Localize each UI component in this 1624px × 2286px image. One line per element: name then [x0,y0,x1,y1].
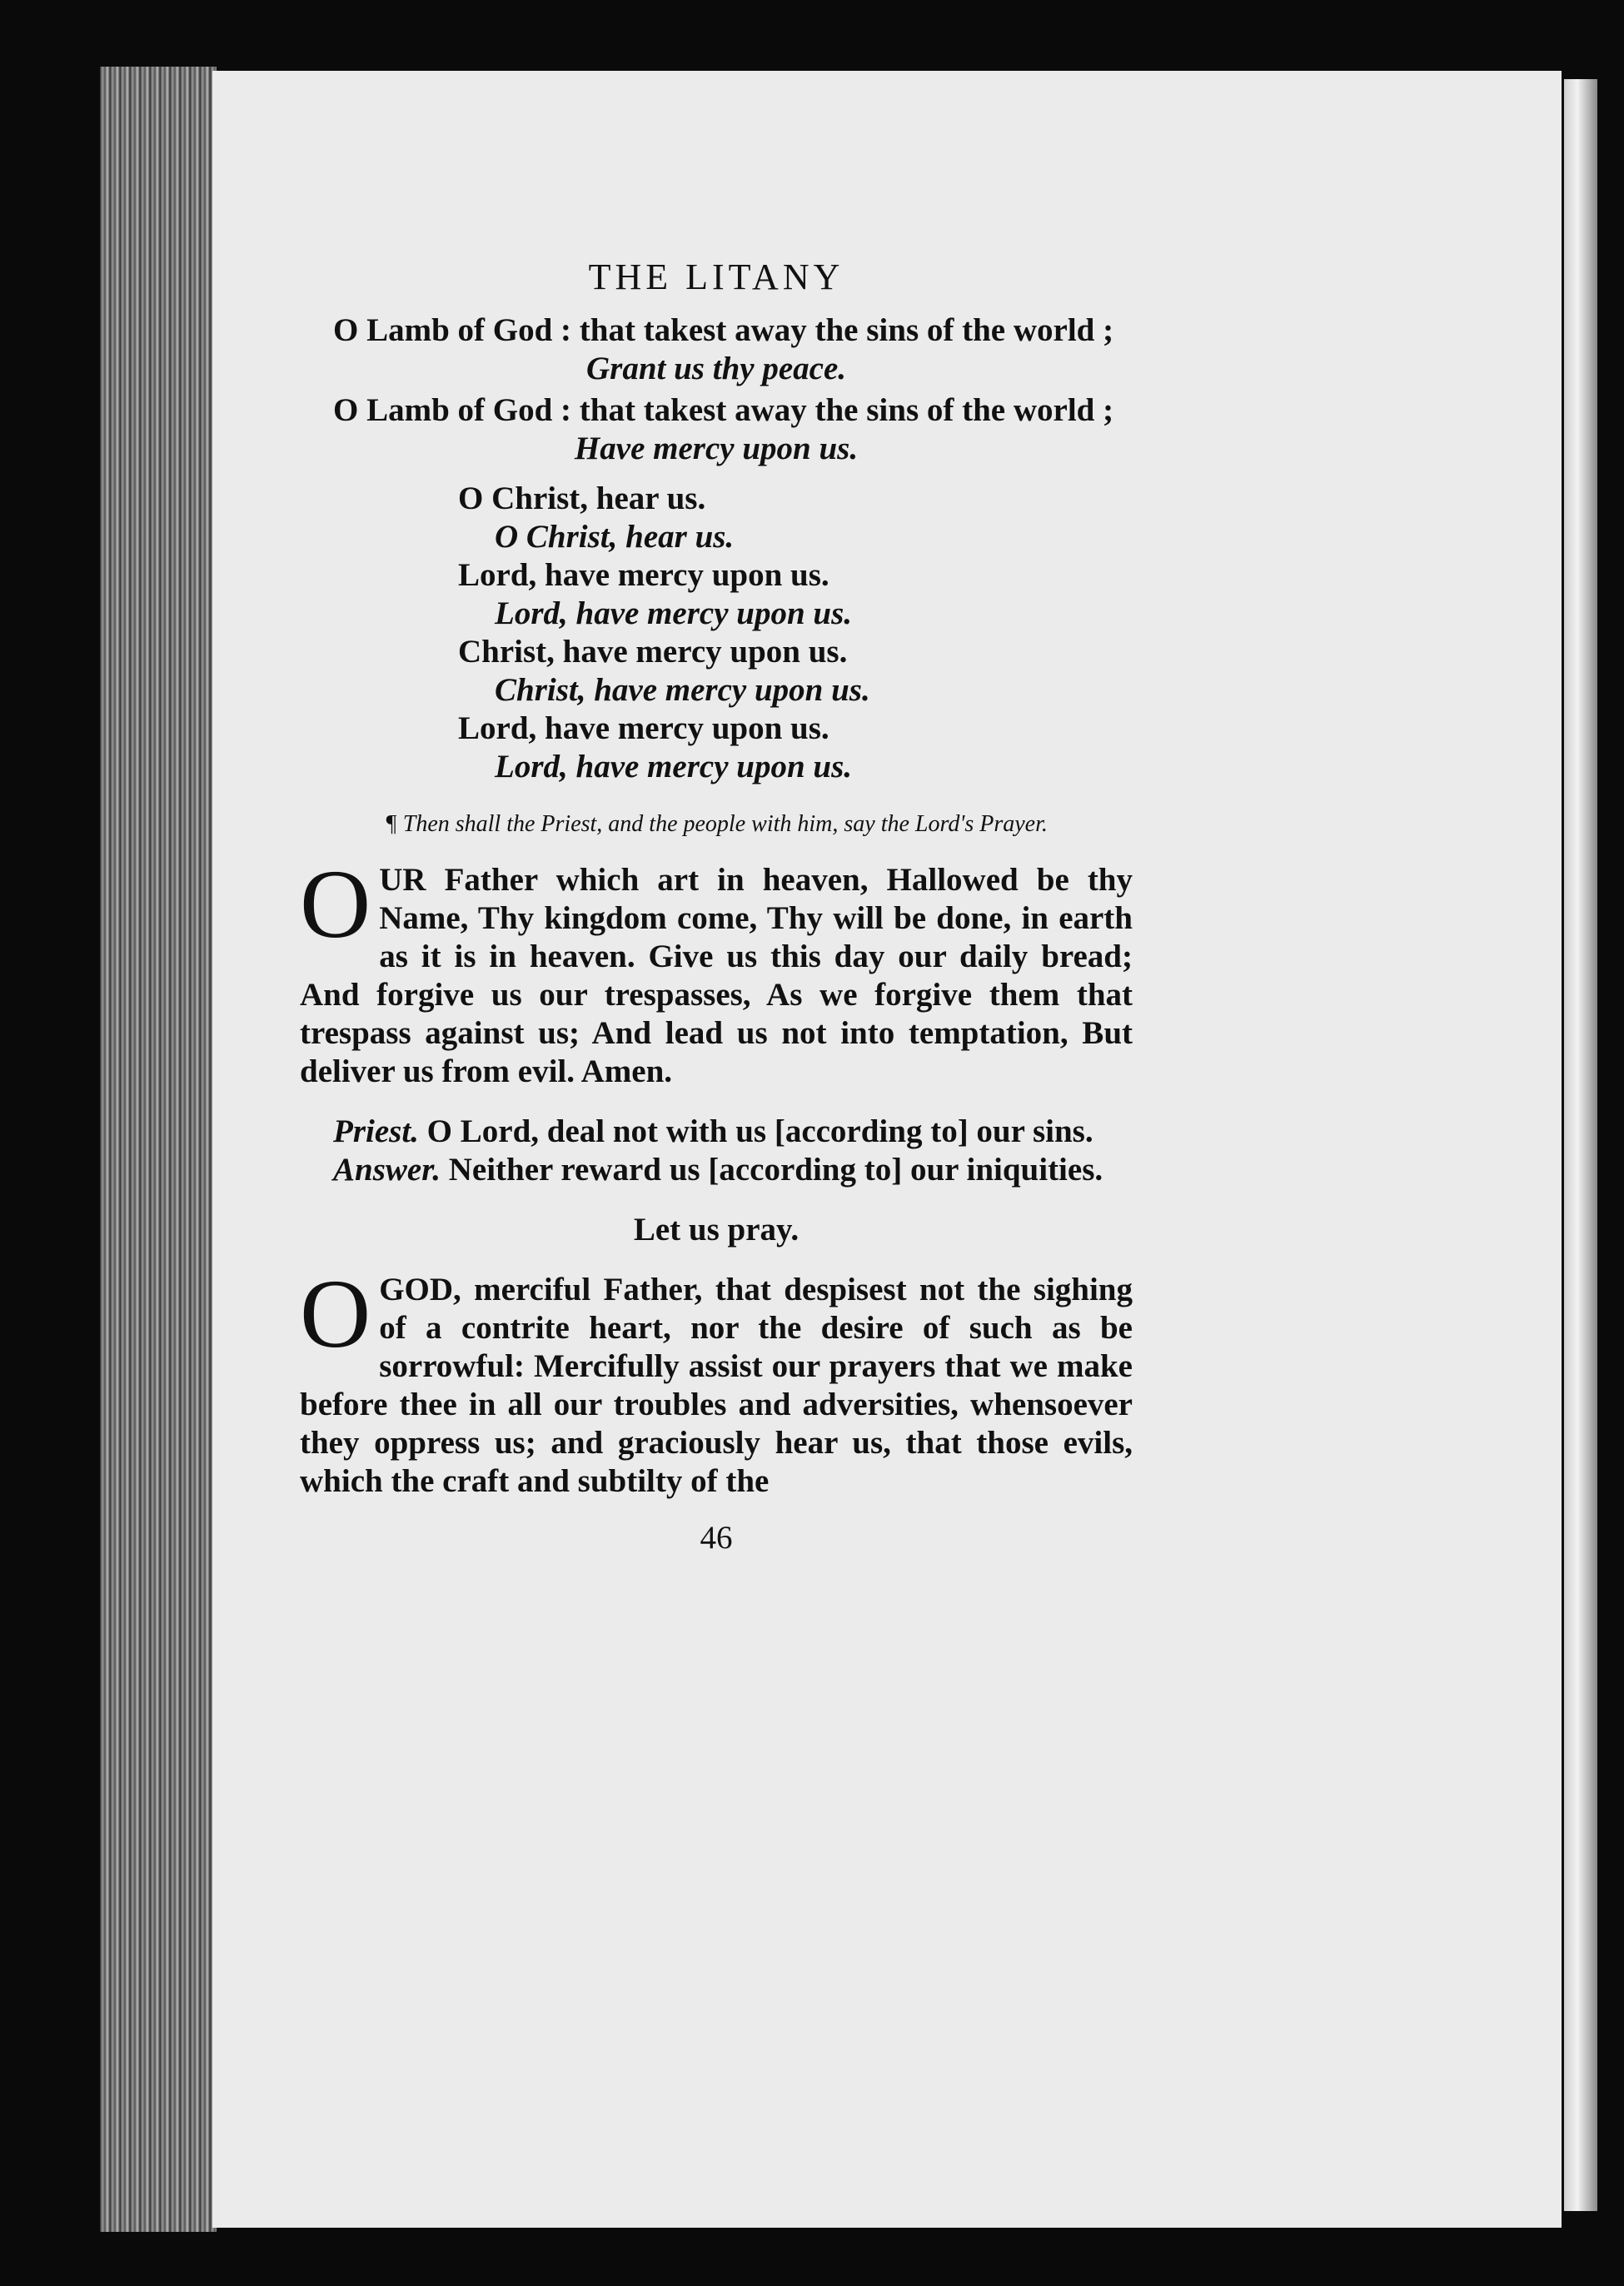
page-heading: THE LITANY [588,256,844,297]
response: Lord, have mercy upon us. [495,749,852,784]
let-us-pray: Let us pray. [633,1212,800,1248]
answer-label: Answer. [333,1152,441,1188]
versicle: O Christ, hear us. [458,481,706,516]
lords-prayer-text: UR Father which art in heaven, Hallowed be thy Name, Thy kingdom come, Thy will be done, in earth as it is in heaven. Give us this day our daily bread; And forgive us our trespasses, As we forgive them that trespass against us; And lead us not into temptation, But deliver us from evil. Amen. [300,862,1133,1089]
versicle: Lord, have mercy upon us. [458,710,829,746]
collect-text: GOD, merciful Father, that despisest not the sighing of a contrite heart, nor the desire of such as be sorrowful: Mercifully assist our prayers that we make before thee in all our troubles and adversities, whensoever they oppress us; and graciously hear us, that those evils, which the craft and subtilty of the [300,1272,1133,1499]
page-content [300,175,1133,1557]
versicles [458,480,1133,786]
agnus-response-2: Have mercy upon us. [574,431,859,466]
response: Christ, have mercy upon us. [495,672,870,708]
collect [300,1259,1133,1501]
lords-prayer [300,849,1133,1091]
page-number: 46 [700,1520,733,1556]
priest-text: O Lord, deal not with us [according to] our sins. [426,1113,1093,1149]
facing-page-edge [1564,79,1597,2211]
priest-line [300,1113,1133,1151]
drop-cap: O [300,1259,371,1368]
answer-line [300,1151,1133,1189]
priest-label: Priest. [333,1113,419,1149]
response: Lord, have mercy upon us. [495,595,852,631]
agnus-verse-1: O Lamb of God : that takest away the sins of the world ; [333,312,1114,348]
agnus-response-1: Grant us thy peace. [586,351,846,386]
book-binding [100,67,217,2232]
drop-cap: O [300,849,371,959]
rubric: ¶ Then shall the Priest, and the people with him, say the Lord's Prayer. [385,811,1048,837]
versicle: Christ, have mercy upon us. [458,634,848,670]
answer-text: Neither reward us [according to] our iniquities. [448,1152,1103,1188]
agnus-verse-2: O Lamb of God : that takest away the sins of the world ; [333,392,1114,428]
response: O Christ, hear us. [495,519,735,555]
versicle: Lord, have mercy upon us. [458,557,829,593]
